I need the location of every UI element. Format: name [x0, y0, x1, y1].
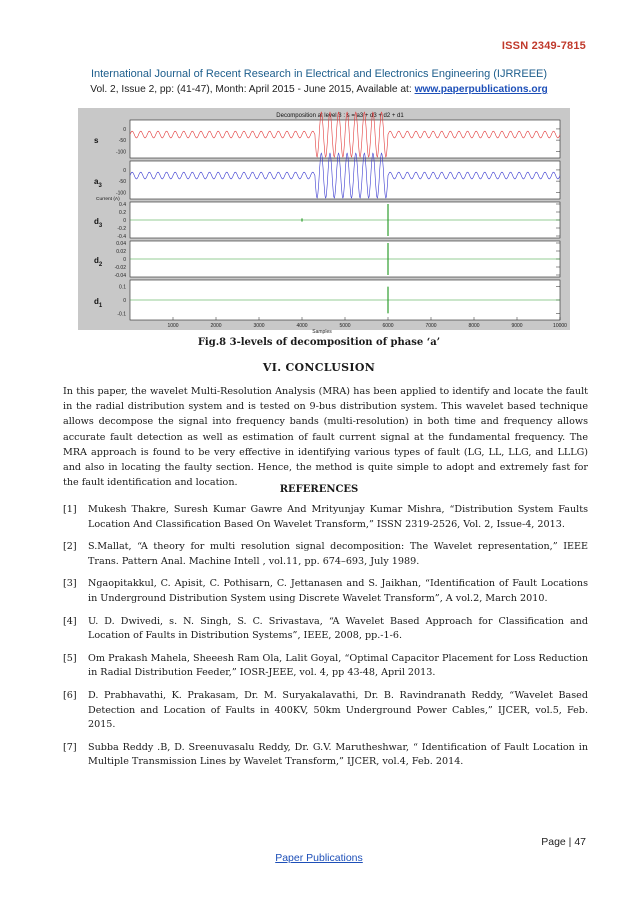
issn-label: ISSN 2349-7815 — [501, 40, 586, 52]
y-tick-label: -0.04 — [114, 273, 126, 279]
reference-text: D. Prabhavathi, K. Prakasam, Dr. M. Suryakalavathi, Dr. B. Ravindranath Reddy, “Wavelet Based Detection and Location of Faults in 400KV, 50km Underground Power Cables,” IJCER, vol.5, Feb. 2015. — [88, 689, 588, 731]
website-link[interactable]: www.paperpublications.org — [414, 84, 548, 95]
reference-number: [1] — [63, 504, 77, 515]
decomposition-chart — [78, 108, 570, 335]
x-tick-label: 9000 — [511, 323, 523, 329]
figure-caption: Fig.8 3-levels of decomposition of phase ‘a’ — [197, 337, 441, 348]
panel-label: $d_2$ — [94, 256, 103, 268]
y-tick-label: -0.2 — [117, 226, 126, 232]
x-tick-label: 8000 — [468, 323, 480, 329]
reference-number: [4] — [63, 615, 77, 627]
references-heading: REFERENCES — [279, 484, 359, 495]
y-tick-label: 0.02 — [116, 249, 126, 255]
reference-text: S.Mallat, “A theory for multi resolution signal decomposition: The Wavelet representation,” IEEE Trans. Pattern Anal. Machine Intell , vol.11, pp. 674–693, July 1989. — [88, 541, 588, 567]
reference-text: Subba Reddy .B, D. Sreenuvasalu Reddy, Dr. G.V. Marutheshwar, “ Identification of Fault Location in Multiple Transmission Lines by Wavelet Transform,” IJCER, vol.4, Feb. 2014. — [88, 741, 588, 768]
conclusion-heading: VI. CONCLUSION — [262, 361, 376, 374]
y-tick-label: 0.2 — [119, 210, 126, 216]
chart-title: Decomposition at level 3 : s = a3 + d3 + d2 + d1 — [276, 113, 404, 119]
y-tick-label: -100 — [115, 190, 126, 197]
reference-number: [6] — [63, 689, 77, 701]
y-tick-label: 0 — [123, 257, 126, 263]
x-tick-label: 1000 — [167, 323, 179, 329]
x-tick-label: 4000 — [296, 323, 308, 329]
reference-number: [7] — [63, 741, 77, 753]
reference-number: [2] — [63, 541, 77, 553]
x-tick-label: 6000 — [382, 323, 394, 329]
page-number: Page | 47 — [541, 836, 586, 848]
y-tick-label: -50 — [118, 138, 126, 145]
reference-text: Om Prakash Mahela, Sheeesh Ram Ola, Lalit Goyal, “Optimal Capacitor Placement for Loss Reduction in Radial Distribution Feeder,” IOSR-JEEE, vol. 4, pp 43-48, April 2013. — [88, 652, 588, 679]
y-tick-label: 0.1 — [119, 284, 126, 291]
y-tick-label: 0.4 — [119, 202, 126, 208]
reference-text: Ngaopitakkul, C. Apisit, C. Pothisarn, C. Jettanasen and S. Jaikhan, “Identification of Fault Locations in Underground Distribution System using Discrete Wavelet Transform”, A vol.2, March 2010. — [88, 578, 588, 604]
reference-item — [63, 741, 588, 770]
panel-label: s — [94, 136, 99, 145]
y-tick-label: 0 — [123, 218, 126, 224]
reference-text: Mukesh Thakre, Suresh Kumar Gawre And Mrityunjay Kumar Mishra, “Distribution System Faults Location And Classification Based On Wavelet Transform,” ISSN 2319-2526, Vol. 2, Issue-4, 2013. — [88, 504, 588, 530]
reference-text: U. D. Dwivedi, s. N. Singh, S. C. Srivastava, “A Wavelet Based Approach for Classification and Location of Faults in Distribution Systems”, IEEE, 2008, pp.-1-6. — [88, 615, 588, 642]
volume-line — [0, 84, 638, 95]
y-tick-label: 0 — [123, 126, 126, 133]
x-tick-label: 2000 — [210, 323, 222, 329]
journal-title: International Journal of Recent Research in Electrical and Electronics Engineering (IJRREEE) — [90, 68, 548, 80]
reference-item — [63, 503, 588, 532]
reference-item — [63, 689, 588, 733]
reference-item — [63, 615, 588, 644]
y-tick-label: -100 — [115, 149, 126, 156]
x-tick-label: 10000 — [553, 323, 567, 329]
reference-item — [63, 652, 588, 681]
reference-list — [63, 503, 588, 778]
y-tick-label: 0.04 — [116, 241, 126, 247]
y-axis-label: Current (A) — [96, 197, 120, 202]
decomposition-figure — [78, 108, 570, 335]
y-tick-label: 0 — [123, 167, 126, 174]
panel-label: $d_1$ — [94, 297, 103, 309]
panel-label: $d_3$ — [94, 217, 103, 229]
publisher-footer[interactable]: Paper Publications — [275, 852, 363, 864]
y-tick-label: -50 — [118, 179, 126, 186]
reference-number: [5] — [63, 652, 77, 664]
reference-item — [63, 577, 588, 606]
y-tick-label: -0.02 — [114, 265, 126, 271]
reference-item — [63, 540, 588, 569]
x-tick-label: 5000 — [339, 323, 351, 329]
y-tick-label: -0.4 — [117, 234, 126, 240]
x-tick-label: 7000 — [425, 323, 437, 329]
y-tick-label: -0.1 — [117, 311, 126, 318]
y-tick-label: 0 — [123, 298, 126, 304]
reference-number: [3] — [63, 578, 77, 590]
volume-text: Vol. 2, Issue 2, pp: (41-47), Month: April 2015 - June 2015, Available at: — [90, 84, 415, 95]
x-tick-label: 3000 — [253, 323, 265, 329]
x-axis-label: Samples — [312, 329, 332, 335]
conclusion-paragraph: In this paper, the wavelet Multi-Resolution Analysis (MRA) has been applied to identify and locate the fault in the radial distribution system and is tested on 9-bus distribution system. This wavelet based technique allows decompose the signal into frequency bands (multi-resolution) in both time and frequency allows accurate fault detection as well as estimation of fault current signal at the fundamental frequency. The MRA approach is found to be very effective in identifying various types of fault (LG, LL, LLG, and LLLG) and also in locating the faulty section. Hence, the method is quite simple to adopt and extremely fast for the fault identification and location. — [63, 386, 588, 489]
panel-label: $a_3$ — [94, 177, 102, 189]
